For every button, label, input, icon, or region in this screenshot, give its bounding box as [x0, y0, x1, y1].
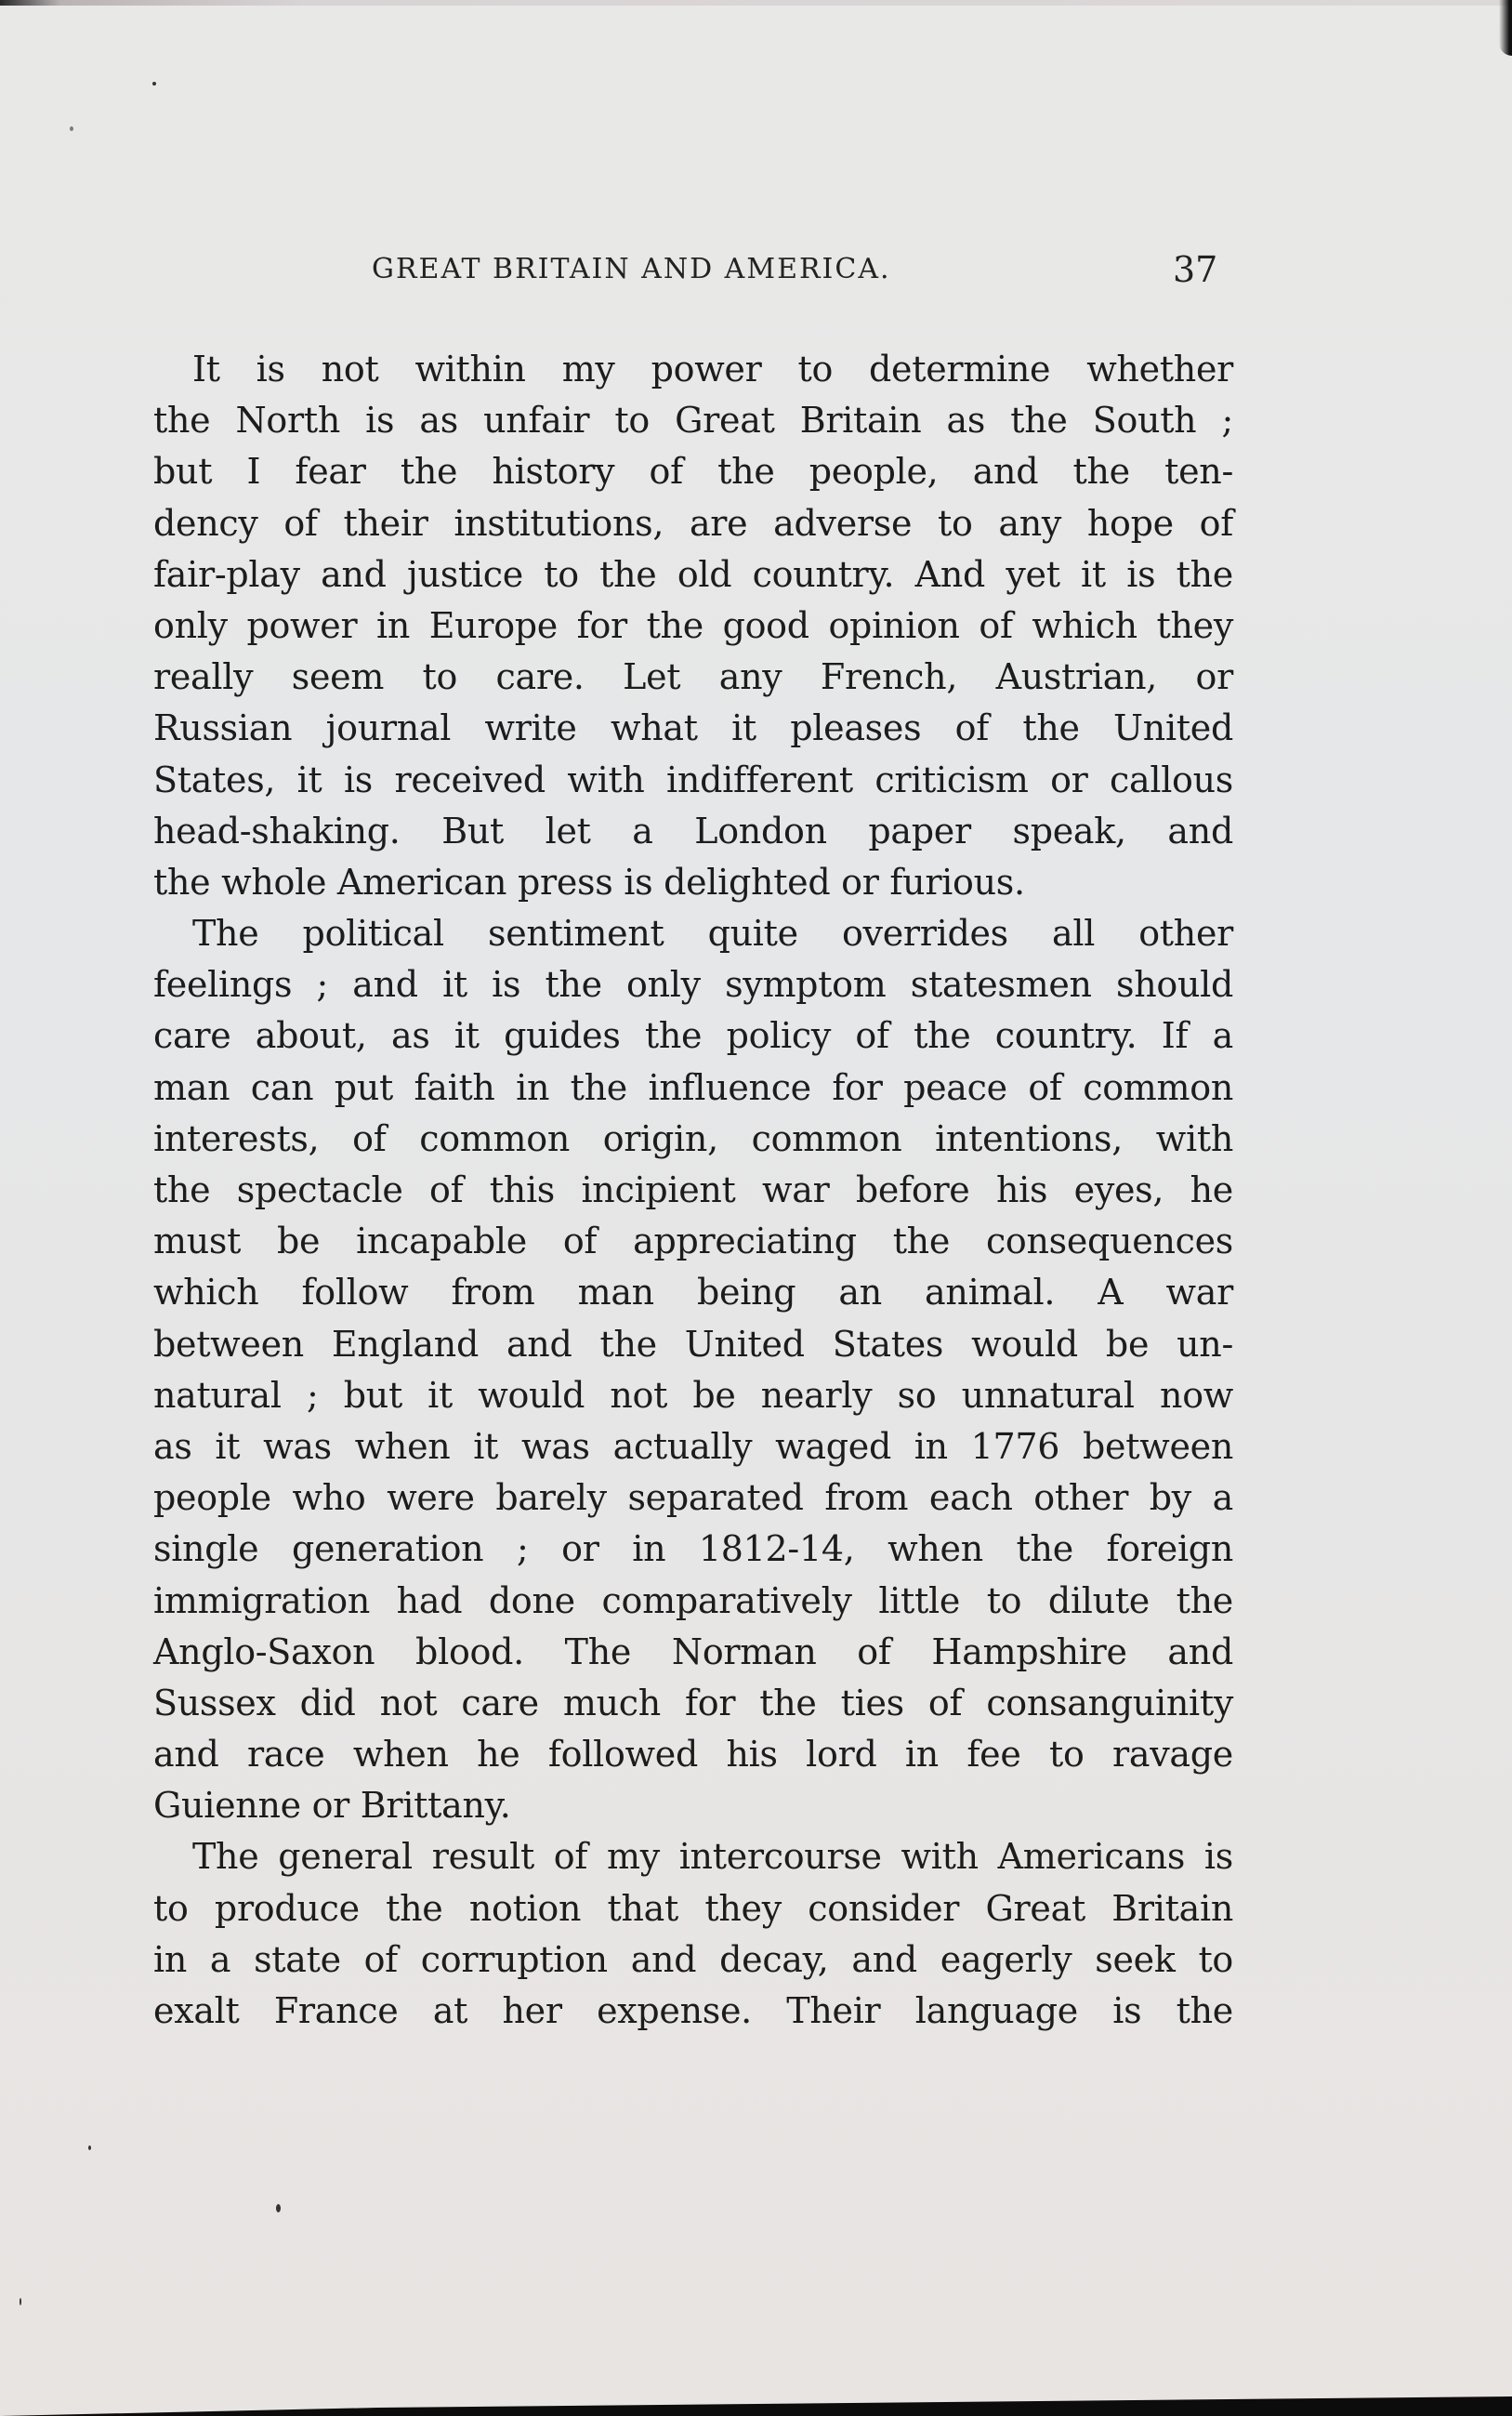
text-line: to produce the notion that they consider Great Britain	[153, 1887, 1233, 1929]
text-line: care about, as it guides the policy of the country. If a	[153, 1015, 1233, 1057]
text-line: It is not within my power to determine whether	[192, 349, 1233, 389]
text-line: but I fear the history of the people, and the ten-	[153, 451, 1233, 493]
paper-speck	[276, 2204, 281, 2212]
paper-speck	[20, 2298, 21, 2305]
page-number: 37	[1173, 249, 1218, 290]
text-line: exalt France at her expense. Their language is the	[153, 1990, 1233, 2031]
text-line: Anglo-Saxon blood. The Norman of Hampshire and	[153, 1630, 1233, 1672]
paper-speck	[88, 2145, 91, 2150]
page-top-edge	[0, 0, 1512, 6]
text-line: as it was when it was actually waged in 1776 between	[153, 1425, 1233, 1467]
page-bottom-edge	[0, 2388, 1512, 2416]
text-line: only power in Europe for the good opinion of which they	[153, 604, 1233, 646]
text-line: feelings ; and it is the only symptom statesmen should	[153, 964, 1233, 1006]
text-line: which follow from man being an animal. A war	[153, 1272, 1233, 1314]
text-line: Guienne or Brittany.	[153, 1785, 511, 1827]
text-line: single generation ; or in 1812-14, when the foreign	[153, 1528, 1233, 1570]
paper-speck	[152, 82, 156, 86]
page-corner-shadow	[1499, 0, 1512, 56]
text-line: in a state of corruption and decay, and eagerly seek to	[153, 1938, 1233, 1980]
body-text	[153, 344, 1233, 2037]
text-line: man can put faith in the influence for peace of common	[153, 1066, 1233, 1108]
text-line: States, it is received with indifferent criticism or callous	[153, 759, 1233, 800]
text-line: The general result of my intercourse with Americans is	[192, 1836, 1233, 1878]
text-line: fair-play and justice to the old country. And yet it is the	[153, 553, 1233, 595]
text-line: immigration had done comparatively little to dilute the	[153, 1579, 1233, 1621]
text-line: the spectacle of this incipient war before his eyes, he	[153, 1169, 1233, 1210]
text-line: Sussex did not care much for the ties of consanguinity	[153, 1682, 1233, 1723]
running-head: GREAT BRITAIN AND AMERICA.	[372, 253, 891, 285]
text-line: head-shaking. But let a London paper speak, and	[153, 810, 1233, 852]
text-line: the North is as unfair to Great Britain as the South ;	[153, 400, 1233, 442]
text-line: dency of their institutions, are adverse to any hope of	[153, 502, 1233, 544]
text-line: interests, of common origin, common intentions, with	[153, 1117, 1233, 1159]
text-line: natural ; but it would not be nearly so unnatural now	[153, 1374, 1233, 1416]
paper-speck	[70, 126, 73, 131]
text-line: people who were barely separated from each other by a	[153, 1477, 1233, 1519]
text-line: between England and the United States would be un-	[153, 1323, 1233, 1365]
text-line: really seem to care. Let any French, Austrian, or	[153, 656, 1233, 698]
text-line: must be incapable of appreciating the consequences	[153, 1221, 1233, 1262]
text-line: the whole American press is delighted or furious.	[153, 861, 1025, 903]
text-line: The political sentiment quite overrides all other	[192, 913, 1233, 955]
text-line: Russian journal write what it pleases of the United	[153, 707, 1233, 749]
text-line: and race when he followed his lord in fee to ravage	[153, 1734, 1233, 1776]
